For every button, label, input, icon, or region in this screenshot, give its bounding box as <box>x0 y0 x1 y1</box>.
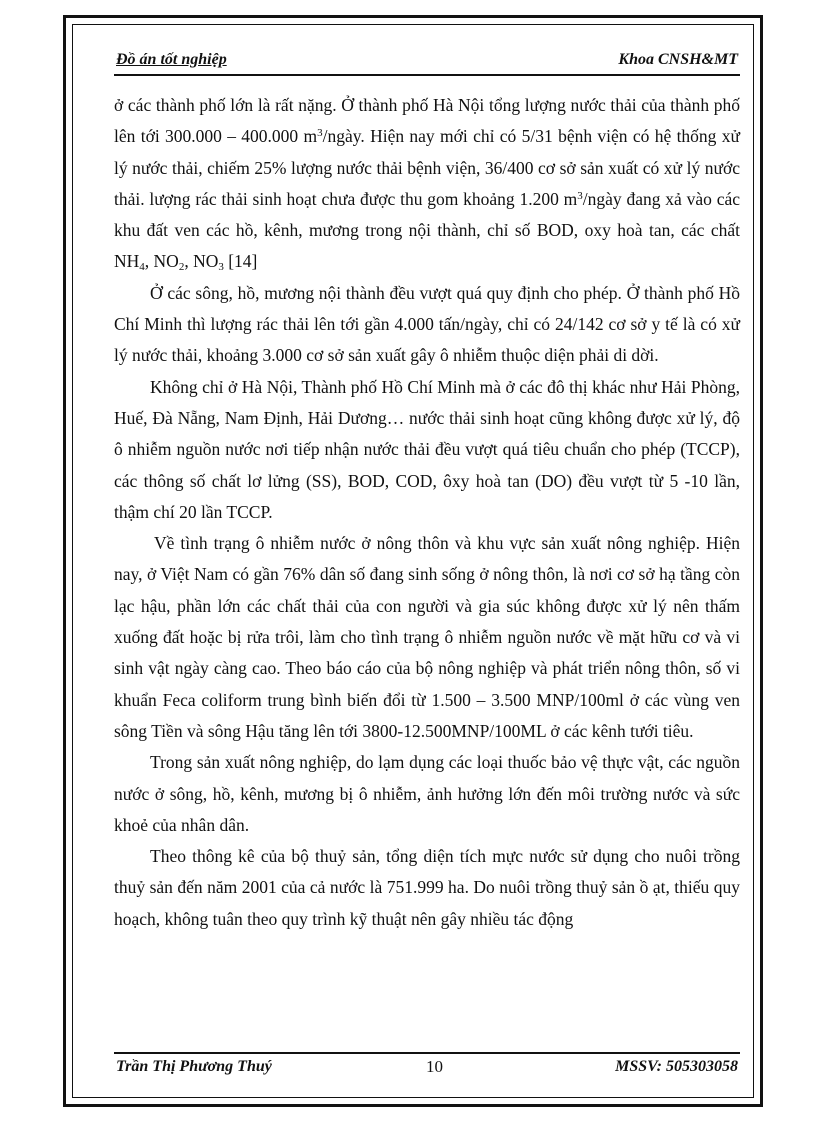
page-footer <box>114 1052 740 1084</box>
header-department: Khoa CNSH&MT <box>618 51 738 68</box>
paragraph-5: Trong sản xuất nông nghiệp, do lạm dụng các loại thuốc bảo vệ thực vật, các nguồn nước ở sông, hồ, kênh, mương bị ô nhiễm, ảnh hưởng lớn đến môi trường nước và sức khoẻ của nhân dân. <box>114 752 740 835</box>
footer-author: Trần Thị Phương Thuý <box>116 1058 272 1075</box>
paragraph-2: Ở các sông, hồ, mương nội thành đều vượt quá quy định cho phép. Ở thành phố Hồ Chí Minh thì lượng rác thải lên tới gần 4.000 tấn/ngày, chỉ có 24/142 cơ sở y tế là có xử lý nước thải, khoảng 3.000 cơ sở sản xuất gây ô nhiễm thuộc diện phải di dời. <box>114 282 740 366</box>
page-number: 10 <box>426 1057 443 1076</box>
footer-student-id: MSSV: 505303058 <box>615 1058 738 1075</box>
paragraph-6: Theo thông kê của bộ thuỷ sản, tổng diện tích mực nước sử dụng cho nuôi trồng thuỷ sản đến năm 2001 của cả nước là 751.999 ha. Do nuôi trồng thuỷ sản ồ ạt, thiếu quy hoạch, không tuân theo quy trình kỹ thuật nên gây nhiều tác động <box>114 846 740 929</box>
page-header <box>114 48 740 76</box>
paragraph-4: Về tình trạng ô nhiễm nước ở nông thôn và khu vực sản xuất nông nghiệp. Hiện nay, ở Việt Nam có gần 76% dân số đang sinh sống ở nông thôn, là nơi cơ sở hạ tầng còn lạc hậu, phần lớn các chất thải của con người và gia súc không được xử lý nên thấm xuống đất hoặc bị rửa trôi, làm cho tình trạng ô nhiễm nguồn nước về mặt hữu cơ và vi sinh vật ngày càng cao. Theo báo cáo của bộ nông nghiệp và phát triển nông thôn, số vi khuẩn Feca coliform trung bình biến đổi từ 1.500 – 3.500 MNP/100ml ở các vùng ven sông Tiền và sông Hậu tăng lên tới 3800-12.500MNP/100ML ở các kênh tưới tiêu. <box>114 533 740 741</box>
document-body <box>114 90 740 935</box>
header-title: Đồ án tốt nghiệp <box>116 51 227 68</box>
paragraph-1: ở các thành phố lớn là rất nặng. Ở thành phố Hà Nội tổng lượng nước thải của thành phố lên tới 300.000 – 400.000 $m^3$/ngày. Hiện nay mới chỉ có 5/31 bệnh viện có hệ thống xử lý nước thải, chiếm 25% lượng nước thải bệnh viện, 36/400 cơ sở sản xuất có xử lý nước thải. lượng rác thải sinh hoạt chưa được thu gom khoảng 1.200 $m^3$/ngày đang xả vào các khu đất ven các hồ, kênh, mương trong nội thành, chỉ số BOD, oxy hoà tan, các chất $NH_4$, $NO_2$, $NO_3$ [14] <box>114 95 740 274</box>
paragraph-3: Không chỉ ở Hà Nội, Thành phố Hồ Chí Minh mà ở các đô thị khác như Hải Phòng, Huế, Đà Nẵng, Nam Định, Hải Dương… nước thải sinh hoạt cũng không được xử lý, độ ô nhiễm nguồn nước nơi tiếp nhận nước thải đều vượt quá tiêu chuẩn cho phép (TCCP), các thông số chất lơ lửng (SS), BOD, COD, ôxy hoà tan (DO) đều vượt từ 5 -10 lần, thậm chí 20 lần TCCP. <box>114 376 740 522</box>
